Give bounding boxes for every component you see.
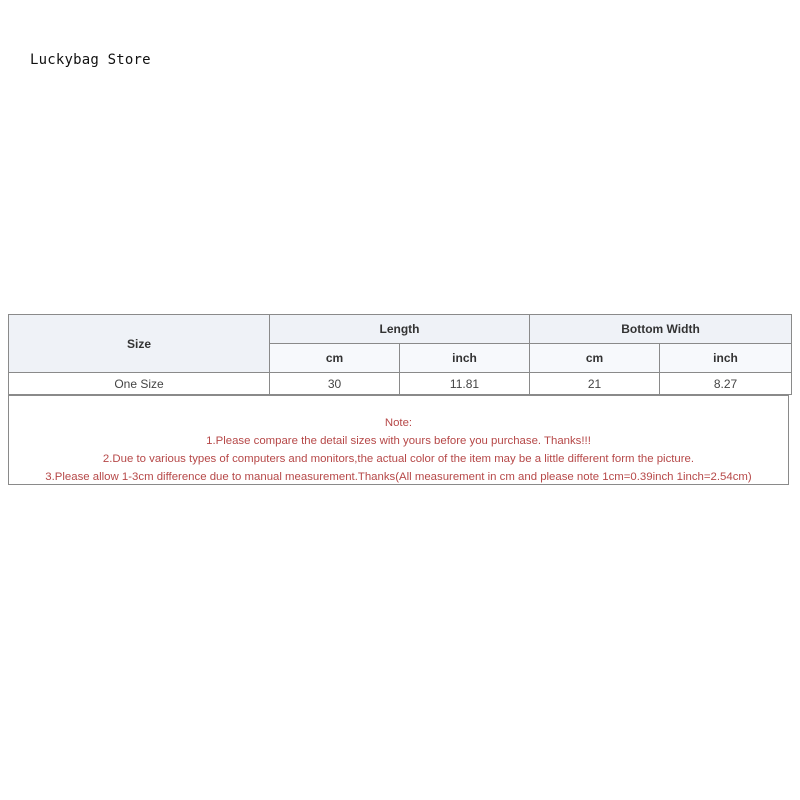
bottom-width-cm-header: cm [530,344,660,373]
note-line-3: 3.Please allow 1-3cm difference due to manual measurement.Thanks(All measurement in cm and please note 1cm=0.39inch 1inch=2.54cm) [45,471,752,483]
length-cm-header: cm [270,344,400,373]
bottom-width-cm-cell: 21 [530,373,660,395]
length-inch-cell: 11.81 [400,373,530,395]
size-cell: One Size [9,373,270,395]
length-inch-header: inch [400,344,530,373]
store-name: Luckybag Store [30,52,151,68]
bottom-width-header: Bottom Width [530,315,792,344]
size-chart-table [8,314,792,395]
length-cm-cell: 30 [270,373,400,395]
table-header-row [9,315,792,344]
note-line-1: 1.Please compare the detail sizes with yours before you purchase. Thanks!!! [206,435,591,447]
length-header: Length [270,315,530,344]
bottom-width-inch-header: inch [660,344,792,373]
table-row [9,373,792,395]
size-header: Size [9,315,270,373]
note-title: Note: [384,417,413,429]
note-box [8,395,789,485]
bottom-width-inch-cell: 8.27 [660,373,792,395]
note-line-2: 2.Due to various types of computers and monitors,the actual color of the item may be a little different form the picture. [102,453,695,465]
